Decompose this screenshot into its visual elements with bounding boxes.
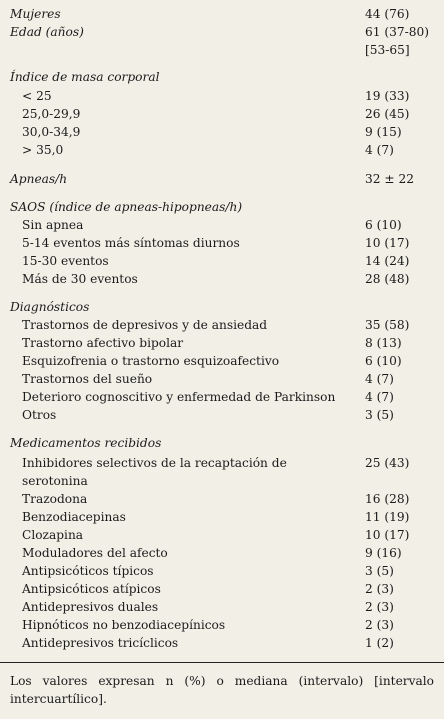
row-value: 9 (15) xyxy=(365,125,402,139)
table-row xyxy=(0,87,444,105)
table-row xyxy=(0,508,444,526)
row-label: 25,0-29,9 xyxy=(22,107,81,121)
table-row xyxy=(0,170,444,188)
row-value: 28 (48) xyxy=(365,272,410,286)
row-label: 15-30 eventos xyxy=(22,254,109,268)
row-value-continued: [53-65] xyxy=(365,43,410,57)
row-label: Clozapina xyxy=(22,528,84,542)
row-value: 16 (28) xyxy=(365,492,410,506)
table-row xyxy=(0,316,444,334)
row-label: > 35,0 xyxy=(22,143,64,157)
table-row xyxy=(0,252,444,270)
table-row xyxy=(0,105,444,123)
row-label: Trazodona xyxy=(22,492,88,506)
row-label: Trastorno afectivo bipolar xyxy=(22,336,184,350)
row-value: 4 (7) xyxy=(365,143,394,157)
row-value: 2 (3) xyxy=(365,618,394,632)
row-label-continued: serotonina xyxy=(22,474,88,488)
row-label: Antidepresivos tricíclicos xyxy=(22,636,179,650)
row-value: 6 (10) xyxy=(365,218,402,232)
row-label: Medicamentos recibidos xyxy=(10,436,162,450)
section-heading xyxy=(0,198,444,216)
row-label: Edad (años) xyxy=(10,25,84,39)
table-row xyxy=(0,141,444,159)
table-row xyxy=(0,370,444,388)
row-label: Esquizofrenia o trastorno esquizoafectivo xyxy=(22,354,280,368)
row-label: Índice de masa corporal xyxy=(10,70,160,84)
section-heading xyxy=(0,68,444,86)
row-value: 3 (5) xyxy=(365,408,394,422)
table-row xyxy=(0,616,444,634)
row-value: 4 (7) xyxy=(365,372,394,386)
row-label: Diagnósticos xyxy=(10,300,90,314)
row-value: 8 (13) xyxy=(365,336,402,350)
table-row xyxy=(0,234,444,252)
table-row xyxy=(0,598,444,616)
row-value: 35 (58) xyxy=(365,318,410,332)
row-value: 6 (10) xyxy=(365,354,402,368)
row-label: Antipsicóticos típicos xyxy=(22,564,154,578)
table-row xyxy=(0,5,444,23)
table-row xyxy=(0,23,444,57)
row-label: Antipsicóticos atípicos xyxy=(22,582,161,596)
table-row xyxy=(0,270,444,288)
row-label: Antidepresivos duales xyxy=(22,600,159,614)
row-value: 61 (37-80) xyxy=(365,25,430,39)
table-row xyxy=(0,406,444,424)
row-value: 10 (17) xyxy=(365,236,410,250)
row-label: Deterioro cognoscitivo y enfermedad de Parkinson xyxy=(22,390,336,404)
row-label: 5-14 eventos más síntomas diurnos xyxy=(22,236,240,250)
row-label: Otros xyxy=(22,408,57,422)
row-label: Hipnóticos no benzodiacepínicos xyxy=(22,618,226,632)
row-label: Trastornos del sueño xyxy=(22,372,153,386)
table-row xyxy=(0,388,444,406)
row-value: 4 (7) xyxy=(365,390,394,404)
section-heading xyxy=(0,434,444,452)
row-value: 32 ± 22 xyxy=(365,172,414,186)
table-row xyxy=(0,216,444,234)
table-row xyxy=(0,352,444,370)
table-footnote: Los valores expresan n (%) o mediana (intervalo) [intervalo intercuartílico]. xyxy=(10,674,434,706)
row-label: < 25 xyxy=(22,89,52,103)
row-value: 10 (17) xyxy=(365,528,410,542)
row-label: 30,0-34,9 xyxy=(22,125,81,139)
table-row xyxy=(0,562,444,580)
row-label: Mujeres xyxy=(10,7,61,21)
row-label: Moduladores del afecto xyxy=(22,546,168,560)
row-value: 44 (76) xyxy=(365,7,410,21)
row-value: 14 (24) xyxy=(365,254,410,268)
row-label: Trastornos de depresivos y de ansiedad xyxy=(22,318,268,332)
row-value: 11 (19) xyxy=(365,510,410,524)
table-row xyxy=(0,526,444,544)
table-row xyxy=(0,334,444,352)
row-value: 26 (45) xyxy=(365,107,410,121)
row-value: 25 (43) xyxy=(365,456,410,470)
row-value: 1 (2) xyxy=(365,636,394,650)
row-label: SAOS (índice de apneas-hipopneas/h) xyxy=(10,200,243,214)
row-value: 9 (16) xyxy=(365,546,402,560)
table-row xyxy=(0,123,444,141)
table-row xyxy=(0,454,444,488)
row-value: 2 (3) xyxy=(365,600,394,614)
table-bottom-rule xyxy=(0,662,444,663)
row-label: Apneas/h xyxy=(10,172,68,186)
row-label: Inhibidores selectivos de la recaptación de xyxy=(22,456,287,470)
table-row xyxy=(0,544,444,562)
table-row xyxy=(0,490,444,508)
row-label: Benzodiacepinas xyxy=(22,510,126,524)
row-value: 3 (5) xyxy=(365,564,394,578)
row-label: Más de 30 eventos xyxy=(22,272,138,286)
row-label: Sin apnea xyxy=(22,218,84,232)
table-row xyxy=(0,580,444,598)
section-heading xyxy=(0,298,444,316)
table-row xyxy=(0,634,444,652)
row-value: 19 (33) xyxy=(365,89,410,103)
row-value: 2 (3) xyxy=(365,582,394,596)
